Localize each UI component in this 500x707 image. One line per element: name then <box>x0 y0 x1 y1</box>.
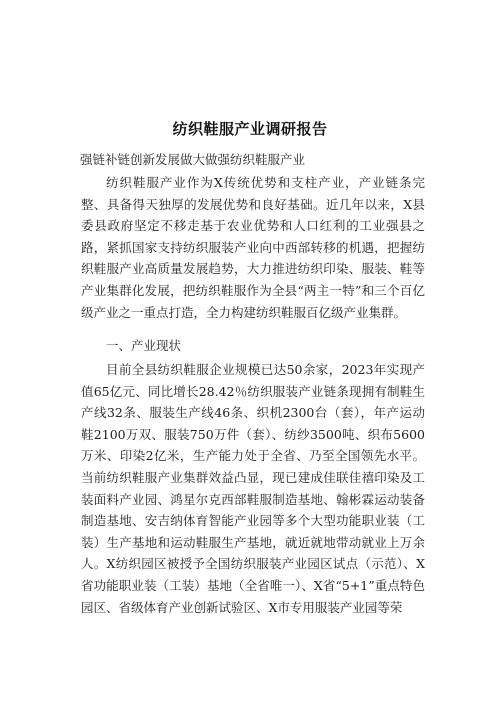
document-subtitle: 强链补链创新发展做大做强纺织鞋服产业 <box>80 152 306 167</box>
intro-section <box>81 172 425 323</box>
industry-status-section <box>81 359 425 618</box>
section-heading-industry-status: 一、产业现状 <box>106 338 182 353</box>
intro-paragraph: 纺织鞋服产业作为X传统优势和支柱产业，产业链条完整、具备得天独厚的发展优势和良好基础。近几年以来，X县委县政府坚定不移走基于农业优势和人口红利的工业强县之路，紧抓国家支持纺织服装产业向中西部转移的机遇，把握纺织鞋服产业高质量发展趋势，大力推进纺织印染、服装、鞋等产业集群化发展，把纺织鞋服作为全县“两主一特”和三个百亿级产业之一重点打造，全力构建纺织鞋服百亿级产业集群。 <box>81 175 425 320</box>
industry-status-paragraph: 目前全县纺织鞋服企业规模已达50余家，2023年实现产值65亿元、同比增长28.42％纺织服装产业链条现拥有制鞋生产线32条、服装生产线46条、织机2300台（套），年产运动鞋2100万双、服装750万件（套）、纺纱3500吨、织布5600万米、印染2亿米，生产能力处于全省、乃至全国领先水平。当前纺织鞋服产业集群效益凸显，现已建成佳联佳禧印染及工装面料产业园、鸿星尔克西部鞋服制造基地、翰彬霖运动装备制造基地、安吉纳体育智能产业园等多个大型功能职业装（工装）生产基地和运动鞋服生产基地，就近就地带动就业上万余人。X纺织园区被授予全国纺织服装产业园区试点（示范）、X省功能职业装（工装）基地（全省唯一）、X省“5+1”重点特色园区、省级体育产业创新试验区、X市专用服装产业园等荣 <box>81 362 425 615</box>
document-title: 纺织鞋服产业调研报告 <box>172 120 328 138</box>
